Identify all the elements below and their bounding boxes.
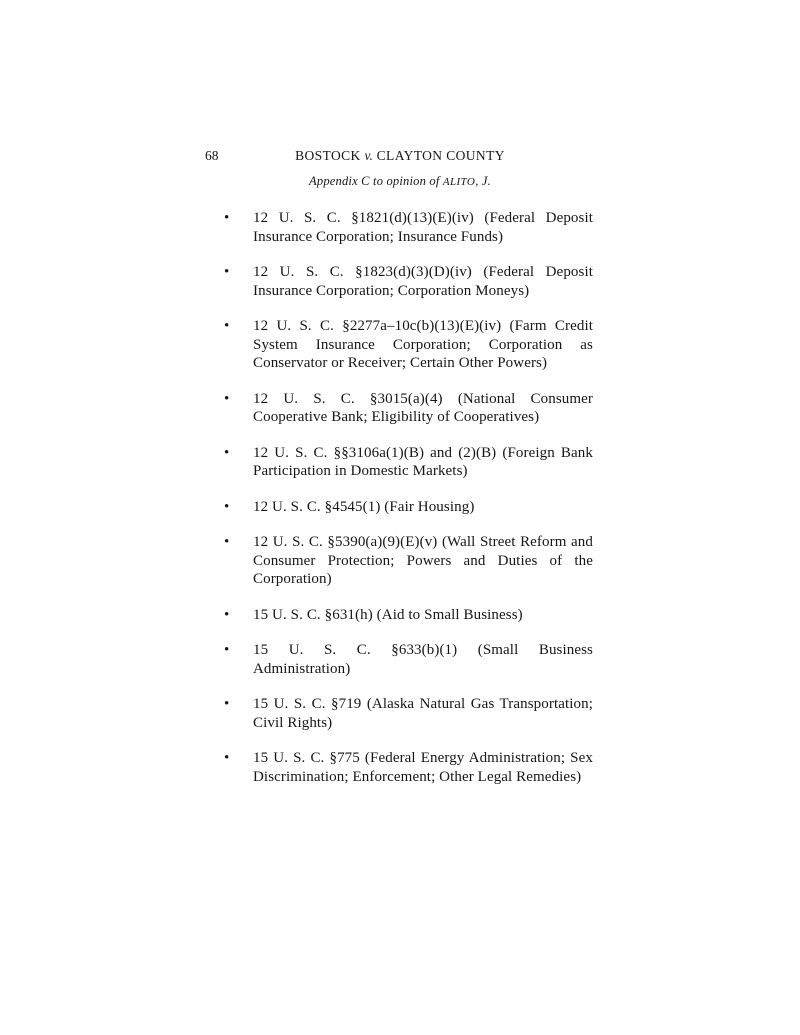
bullet-icon: • xyxy=(224,696,230,712)
citation-list xyxy=(205,209,595,786)
bullet-icon: • xyxy=(224,444,230,461)
list-item xyxy=(205,749,595,786)
bullet-icon: • xyxy=(224,606,230,623)
list-item xyxy=(205,498,595,517)
appendix-prefix: Appendix C to opinion of xyxy=(309,174,443,188)
list-item xyxy=(205,263,595,300)
justice-name: ALITO xyxy=(442,176,476,188)
case-title xyxy=(295,148,505,163)
citation-text: 15 U. S. C. §631(h) (Aid to Small Business) xyxy=(253,606,523,623)
bullet-icon: • xyxy=(224,498,230,515)
citation-text: 12 U. S. C. §5390(a)(9)(E)(v) (Wall Street Reform and Consumer Protection; Powers and Duties of the Corporation) xyxy=(253,534,593,587)
page-content xyxy=(205,148,595,803)
citation-text: 12 U. S. C. §3015(a)(4) (National Consumer Cooperative Bank; Eligibility of Cooperatives) xyxy=(253,390,593,425)
citation-text: 15 U. S. C. §633(b)(1) (Small Business Administration) xyxy=(253,642,593,677)
list-item xyxy=(205,317,595,373)
list-item xyxy=(205,390,595,427)
bullet-icon: • xyxy=(224,390,230,407)
citation-text: 15 U. S. C. §719 (Alaska Natural Gas Transportation; Civil Rights) xyxy=(253,696,593,731)
bullet-icon: • xyxy=(224,750,230,766)
list-item xyxy=(205,695,595,732)
list-item xyxy=(205,444,595,481)
bullet-icon: • xyxy=(224,210,230,226)
appendix-suffix: , J. xyxy=(475,174,491,188)
bullet-icon: • xyxy=(224,318,230,334)
running-header xyxy=(205,148,595,164)
page-number: 68 xyxy=(205,148,219,163)
bullet-icon: • xyxy=(224,264,230,280)
bullet-icon: • xyxy=(224,534,230,550)
citation-text: 12 U. S. C. §1821(d)(13)(E)(iv) (Federal Deposit Insurance Corporation; Insurance Funds) xyxy=(253,210,593,245)
list-item xyxy=(205,209,595,246)
list-item xyxy=(205,606,595,625)
versus-abbrev: v. xyxy=(364,148,373,163)
bullet-icon: • xyxy=(224,642,230,658)
party-two: CLAYTON COUNTY xyxy=(376,148,505,163)
list-item xyxy=(205,641,595,678)
appendix-heading xyxy=(205,174,595,190)
citation-text: 12 U. S. C. §1823(d)(3)(D)(iv) (Federal Deposit Insurance Corporation; Corporation Moneys) xyxy=(253,264,593,299)
citation-text: 12 U. S. C. §§3106a(1)(B) and (2)(B) (Foreign Bank Participation in Domestic Markets) xyxy=(253,444,593,479)
citation-text: 12 U. S. C. §2277a–10c(b)(13)(E)(iv) (Farm Credit System Insurance Corporation; Corporation as Conservator or Receiver; Certain Other Powers) xyxy=(253,318,593,371)
list-item xyxy=(205,533,595,589)
citation-text: 15 U. S. C. §775 (Federal Energy Administration; Sex Discrimination; Enforcement; Other Legal Remedies) xyxy=(253,750,593,785)
party-one: BOSTOCK xyxy=(295,148,361,163)
citation-text: 12 U. S. C. §4545(1) (Fair Housing) xyxy=(253,498,475,515)
